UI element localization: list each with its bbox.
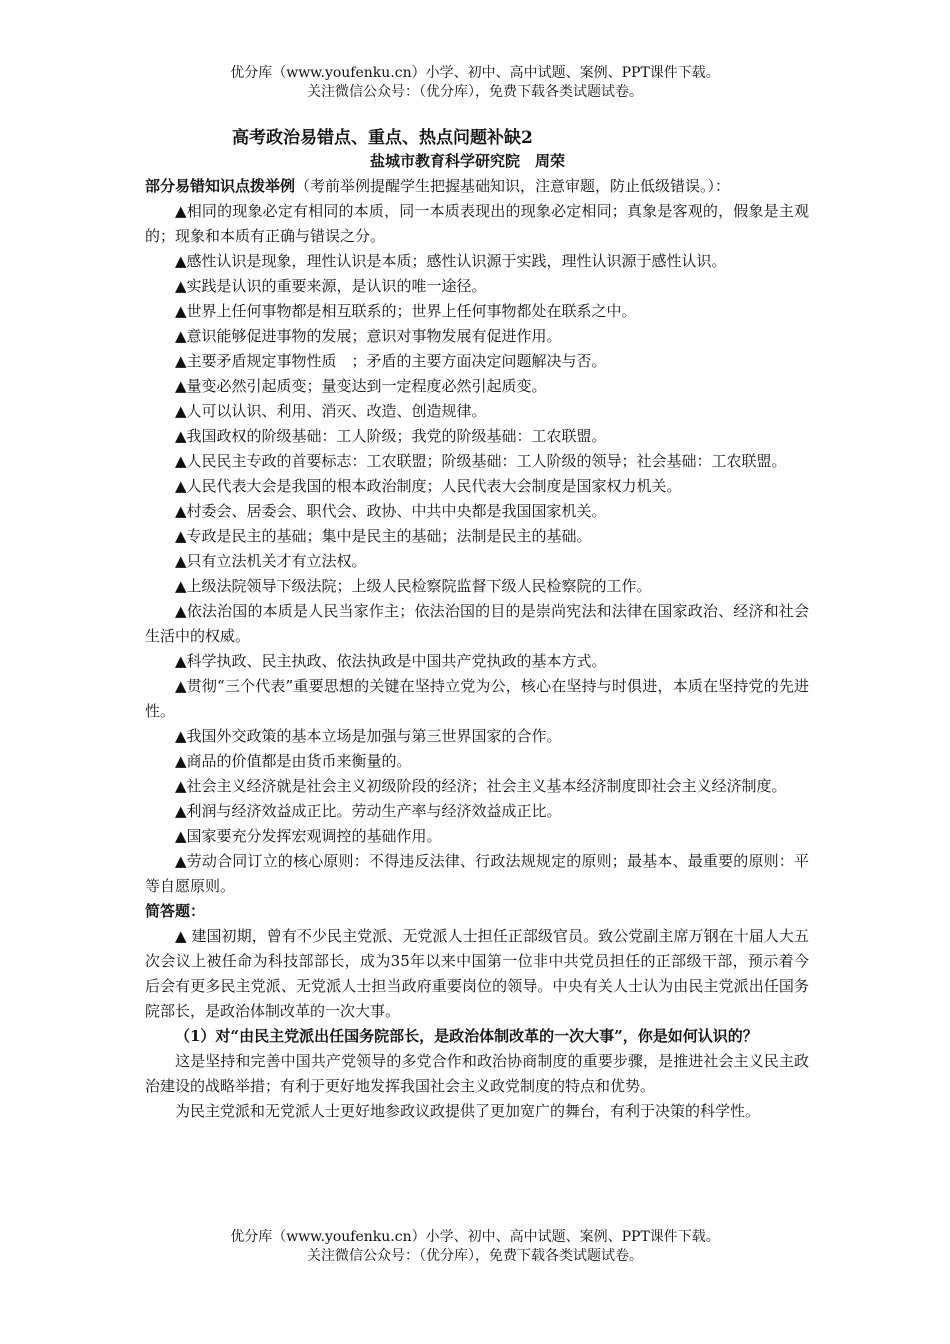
list-item: ▲国家要充分发挥宏观调控的基础作用。 bbox=[175, 827, 442, 845]
list-item: ▲贯彻“三个代表”重要思想的关键在坚持立党为公，核心在坚持与时俱进，本质在坚持党的先进性。 bbox=[145, 677, 809, 720]
list-item: ▲我国政权的阶级基础：工人阶级；我党的阶级基础：工农联盟。 bbox=[175, 427, 607, 445]
footer-line-2: 关注微信公众号：（优分库），免费下载各类试题试卷。 bbox=[307, 1248, 643, 1264]
list-item: ▲利润与经济效益成正比。劳动生产率与经济效益成正比。 bbox=[175, 802, 562, 820]
page-footer bbox=[0, 1228, 950, 1266]
section-heading-short-answer: 简答题： bbox=[145, 902, 206, 920]
document-author: 盐城市教育科学研究院 周荣 bbox=[370, 152, 566, 170]
list-item: ▲我国外交政策的基本立场是加强与第三世界国家的合作。 bbox=[175, 727, 562, 745]
list-item: ▲上级法院领导下级法院；上级人民检察院监督下级人民检察院的工作。 bbox=[175, 577, 652, 595]
list-item: ▲只有立法机关才有立法权。 bbox=[175, 552, 367, 570]
list-item: ▲专政是民主的基础；集中是民主的基础；法制是民主的基础。 bbox=[175, 527, 592, 545]
list-item: ▲科学执政、民主执政、依法执政是中国共产党执政的基本方式。 bbox=[175, 652, 607, 670]
list-item: ▲世界上任何事物都是相互联系的；世界上任何事物都处在联系之中。 bbox=[175, 302, 637, 320]
header-line-2: 关注微信公众号：（优分库），免费下载各类试题试卷。 bbox=[307, 84, 643, 100]
list-item: ▲人民民主专政的首要标志：工农联盟；阶级基础：工人阶级的领导；社会基础：工农联盟。 bbox=[175, 452, 787, 470]
answer-paragraph: 这是坚持和完善中国共产党领导的多党合作和政治协商制度的重要步骤，是推进社会主义民主政治建设的战略举措；有利于更好地发挥我国社会主义政党制度的特点和优势。 bbox=[145, 1052, 809, 1095]
list-item: ▲量变必然引起质变；量变达到一定程度必然引起质变。 bbox=[175, 377, 547, 395]
list-item: ▲商品的价值都是由货币来衡量的。 bbox=[175, 752, 412, 770]
list-item: ▲意识能够促进事物的发展；意识对事物发展有促进作用。 bbox=[175, 327, 562, 345]
section-heading-errors bbox=[145, 174, 809, 199]
document-title: 高考政治易错点、重点、热点问题补缺2 bbox=[232, 128, 533, 148]
answer-paragraph: 为民主党派和无党派人士更好地参政议政提供了更加宽广的舞台，有利于决策的科学性。 bbox=[175, 1102, 761, 1120]
question-prompt: （1）对“由民主党派出任国务院部长，是政治体制改革的一次大事”，你是如何认识的？ bbox=[175, 1027, 758, 1045]
list-item: ▲依法治国的本质是人民当家作主；依法治国的目的是崇尚宪法和法律在国家政治、经济和社会生活中的权威。 bbox=[145, 602, 809, 645]
list-item: ▲社会主义经济就是社会主义初级阶段的经济；社会主义基本经济制度即社会主义经济制度。 bbox=[175, 777, 787, 795]
header-line-1: 优分库（www.youfenku.cn）小学、初中、高中试题、案例、PPT课件下载。 bbox=[230, 65, 720, 81]
list-item: ▲感性认识是现象，理性认识是本质；感性认识源于实践，理性认识源于感性认识。 bbox=[175, 252, 727, 270]
list-item: ▲劳动合同订立的核心原则：不得违反法律、行政法规规定的原则；最基本、最重要的原则：平等自愿原则。 bbox=[145, 852, 809, 895]
list-item: ▲村委会、居委会、职代会、政协、中共中央都是我国国家机关。 bbox=[175, 502, 607, 520]
list-item: ▲主要矛盾规定事物性质 ；矛盾的主要方面决定问题解决与否。 bbox=[175, 352, 607, 370]
document-body bbox=[145, 174, 809, 1124]
list-item: ▲人可以认识、利用、消灭、改造、创造规律。 bbox=[175, 402, 487, 420]
section-heading-note: （考前举例提醒学生把握基础知识，注意审题，防止低级错误。）： bbox=[295, 177, 731, 195]
list-item: ▲相同的现象必定有相同的本质，同一本质表现出的现象必定相同；真象是客观的，假象是主观的；现象和本质有正确与错误之分。 bbox=[145, 202, 809, 245]
question-material: ▲ 建国初期，曾有不少民主党派、无党派人士担任正部级官员。致公党副主席万钢在十届人大五次会议上被任命为科技部部长，成为35年以来中国第一位非中共党员担任的正部级干部，预示着今后会有更多民主党派、无党派人士担当政府重要岗位的领导。中央有关人士认为由民主党派出任国务院部长，是政治体制改革的一次大事。 bbox=[145, 927, 809, 1020]
page-header bbox=[0, 64, 950, 102]
footer-line-1: 优分库（www.youfenku.cn）小学、初中、高中试题、案例、PPT课件下载。 bbox=[230, 1229, 720, 1245]
section-heading-text: 部分易错知识点拨举例 bbox=[145, 177, 296, 195]
list-item: ▲实践是认识的重要来源，是认识的唯一途径。 bbox=[175, 277, 487, 295]
list-item: ▲人民代表大会是我国的根本政治制度；人民代表大会制度是国家权力机关。 bbox=[175, 477, 682, 495]
